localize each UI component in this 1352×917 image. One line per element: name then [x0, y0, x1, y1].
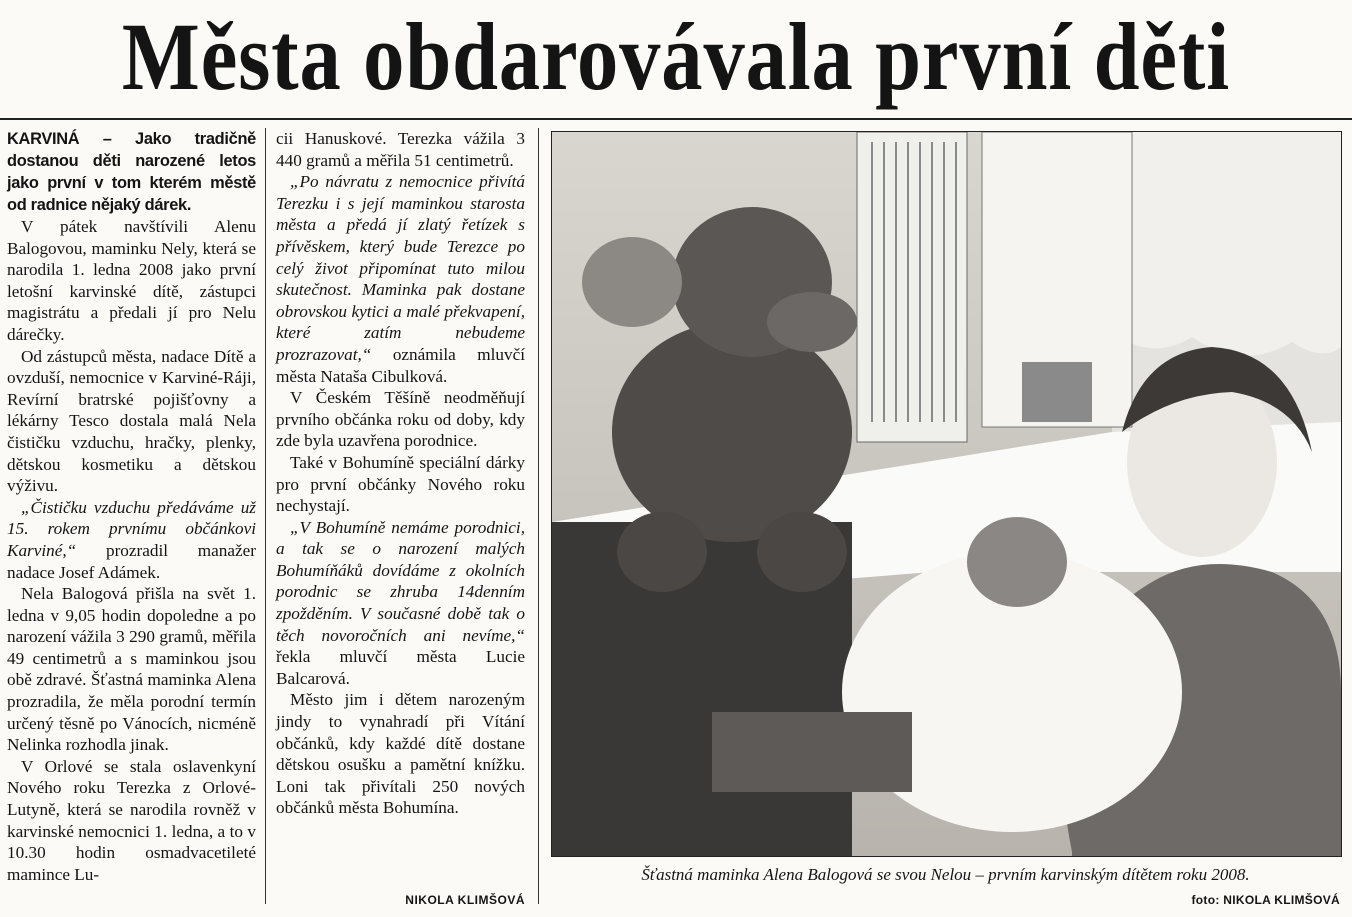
paragraph: V pátek navštívili Alenu Balogovou, maminku Nely, která se narodila 1. ledna 2008 jako první letošní karvinské dítě, zástupci magistrátu a předali jí pro Nelu dárečky.	[7, 217, 256, 344]
paragraph: V Orlové se stala oslavenkyní Nového roku Terezka z Orlové-Lutyně, která se narodila rovněž v karvinské nemocnici 1. ledna, a to v 10.30 hodin osmadvacetileté mamince Lu-	[7, 756, 256, 884]
quote-text: „Po návratu z nemocnice přivítá Terezku i s její maminkou starosta města a předá jí zlatý řetízek s přívěskem, který bude Terezce po celý život připomínat tuto milou skutečnost. Maminka pak dostane obrovskou kytici a malé překvapení, které zatím nebudeme prozrazovat,“	[276, 172, 525, 364]
quote-paragraph	[276, 517, 525, 690]
attribution-text: oznámila mluvčí města Nataša Cibulková.	[276, 344, 525, 386]
paragraph: V Českém Těšíně neodměňují prvního občánka roku od doby, kdy zde byla uzavřena porodnice.	[276, 388, 525, 451]
byline: NIKOLA KLIMŠOVÁ	[405, 893, 525, 907]
column-divider	[265, 128, 266, 904]
lead-place: KARVINÁ	[7, 130, 80, 148]
paragraph: Nela Balogová přišla na svět 1. ledna v 9,05 hodin dopoledne a po narození vážila 3 290 gramů, měřila 49 centimetrů a s maminkou jsou obě zdravé. Šťastná maminka Alena prozradila, že měla porodní termín určený těsně po Vánocích, nicméně Nelinka rozhodla jinak.	[7, 584, 256, 755]
paragraph: cii Hanuskové. Terezka vážila 3 440 gramů a měřila 51 centimetrů.	[276, 129, 525, 170]
column-divider	[538, 128, 539, 904]
attribution-text: řekla mluvčí města Lucie Balcarová.	[276, 647, 525, 688]
lead-text: – Jako tradičně dostanou děti narozené letos jako první v tom kterém městě od radnice nějaký dárek.	[7, 130, 256, 214]
attribution-text: prozradil manažer nadace Josef Adámek.	[7, 540, 256, 582]
paragraph: Město jim i dětem narozeným jindy to vynahradí při Vítání občánků, kdy každé dítě dostane dětskou osušku a pamětní knížku. Loni tak přivítali 250 nových občánků města Bohumína.	[276, 690, 525, 818]
quote-paragraph	[7, 497, 256, 583]
article-column-1	[7, 128, 256, 885]
lead-paragraph	[7, 128, 256, 216]
quote-text: „Čističku vzduchu předáváme už 15. rokem prvnímu občánkovi Karviné,“	[7, 497, 256, 560]
headline: Města obdarovávala první děti	[121, 3, 1231, 110]
photo-credit: foto: NIKOLA KLIMŠOVÁ	[1191, 893, 1340, 907]
quote-paragraph	[276, 171, 525, 387]
paragraph: Od zástupců města, nadace Dítě a ovzduší, nemocnice v Karviné-Ráji, Revírní bratrské pojišťovny a lékárny Tesco dostala malá Nela čističku vzduchu, hračky, plenky, dětskou kosmetiku a dětskou výživu.	[7, 346, 256, 496]
quote-text: „V Bohumíně nemáme porodnici, a tak se o narození malých Bohumíňáků dovídáme z okolních porodnic se zhruba 14denním zpožděním. V současné době tak o těch novoročních ani nevíme,“	[276, 517, 525, 645]
headline-rule	[0, 118, 1352, 120]
article-column-2	[276, 128, 525, 819]
news-photo	[551, 131, 1342, 857]
photo-caption: Šťastná maminka Alena Balogová se svou Nelou – prvním karvinským dítětem roku 2008.	[641, 865, 1250, 884]
paragraph: Také v Bohumíně speciální dárky pro první občánky Nového roku nechystají.	[276, 452, 525, 516]
photo-illustration	[552, 132, 1341, 856]
